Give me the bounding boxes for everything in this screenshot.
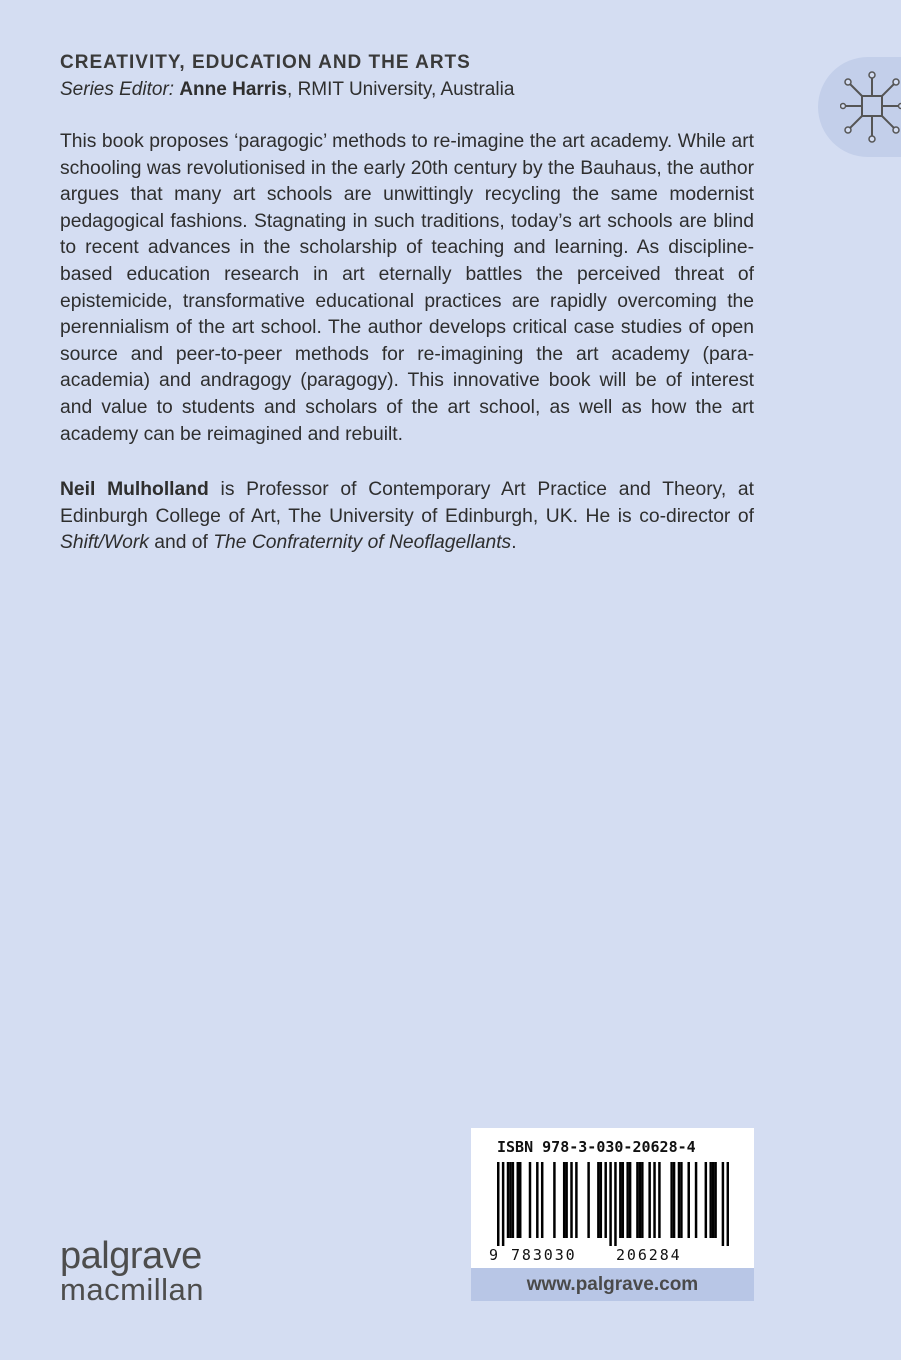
barcode-bar	[641, 1162, 643, 1238]
publisher-website: www.palgrave.com	[471, 1268, 754, 1301]
isbn-barcode-box	[471, 1128, 754, 1268]
bio-text-1: is Professor of Contemporary Art Practice and Theory, at Edinburgh College of Art, The University of Edinburgh, UK. He is co-director of	[60, 479, 755, 527]
barcode-bar	[597, 1162, 599, 1238]
barcode-bar	[536, 1162, 538, 1238]
barcode-bar	[609, 1162, 611, 1246]
series-editor-name: Anne Harris	[179, 79, 288, 100]
author-name: Neil Mulholland	[60, 479, 209, 500]
bio-work-2: The Confraternity of Neoflagellants	[213, 532, 512, 554]
barcode-bar	[695, 1162, 697, 1238]
bio-text-2: and of	[148, 532, 214, 554]
publisher-line2: macmillan	[60, 1272, 205, 1307]
barcode-bar	[512, 1162, 514, 1238]
series-title: CREATIVITY, EDUCATION AND THE ARTS	[60, 52, 471, 73]
barcode-icon	[497, 1162, 729, 1246]
barcode-bar	[705, 1162, 707, 1238]
barcode-bar	[673, 1162, 675, 1238]
barcode-bar	[727, 1162, 729, 1246]
bio-work-1: Shift/Work	[60, 532, 149, 554]
barcode-bar	[570, 1162, 572, 1238]
publisher-line1: palgrave	[60, 1235, 202, 1277]
barcode-bar	[636, 1162, 638, 1238]
barcode-bar	[507, 1162, 509, 1238]
series-editor	[60, 79, 514, 101]
ean-first-digit: 9	[489, 1246, 499, 1264]
barcode-bar	[565, 1162, 567, 1238]
barcode-bar	[497, 1162, 499, 1246]
barcode-bar	[604, 1162, 606, 1238]
series-editor-label: Series Editor:	[60, 79, 175, 100]
barcode-bar	[619, 1162, 621, 1238]
barcode-bar	[722, 1162, 724, 1246]
barcode-bar	[670, 1162, 672, 1238]
barcode-bar	[600, 1162, 602, 1238]
barcode-bar	[629, 1162, 631, 1238]
book-description: This book proposes ‘paragogic’ methods to re-imagine the art academy. While art schooling was revolutionised in the early 20th century by the Bauhaus, the author argues that many art schools are unwittingly recycling the same modernist pedagogical fashions. Stagnating in such traditions, today’s art schools are blind to recent advances in the scholarship of teaching and learning. As discipline-based education research in art eternally battles the perceived threat of epistemicide, transformative educational practices are rapidly overcoming the perennialism of the art school. The author develops critical case studies of open source and peer-to-peer methods for re-imagining the art academy (para-academia) and andragogy (paragogy). This innovative book will be of interest and value to students and scholars of the art school, as well as how the art academy can be reimagined and rebuilt.	[60, 131, 754, 445]
barcode-bar	[687, 1162, 689, 1238]
barcode-bar	[622, 1162, 624, 1238]
barcode-bar	[502, 1162, 504, 1246]
series-editor-affiliation: , RMIT University, Australia	[287, 79, 515, 100]
author-bio	[60, 477, 754, 557]
bio-text-3: .	[511, 532, 517, 554]
barcode-bar	[680, 1162, 682, 1238]
barcode-bar	[712, 1162, 714, 1238]
barcode-bar	[709, 1162, 711, 1238]
barcode-bar	[678, 1162, 680, 1238]
barcode-bar	[563, 1162, 565, 1238]
ean-left-digits: 783030	[511, 1246, 577, 1264]
barcode-bar	[639, 1162, 641, 1238]
palgrave-star-icon	[840, 69, 901, 145]
barcode-bar	[517, 1162, 519, 1238]
barcode-bar	[519, 1162, 521, 1238]
barcode-bar	[648, 1162, 650, 1238]
barcode-bar	[575, 1162, 577, 1238]
publisher-wordmark	[60, 1237, 204, 1305]
ean-right-digits: 206284	[616, 1246, 682, 1264]
barcode-bar	[653, 1162, 655, 1238]
barcode-bar	[529, 1162, 531, 1238]
barcode-bar	[509, 1162, 511, 1238]
barcode-bar	[614, 1162, 616, 1246]
barcode-bar	[658, 1162, 660, 1238]
publisher-logo-tab	[818, 57, 901, 157]
barcode-bar	[626, 1162, 628, 1238]
isbn-label: ISBN 978-3-030-20628-4	[497, 1138, 696, 1156]
barcode-bar	[587, 1162, 589, 1238]
barcode-bar	[541, 1162, 543, 1238]
barcode-bar	[714, 1162, 716, 1238]
barcode-bar	[553, 1162, 555, 1238]
